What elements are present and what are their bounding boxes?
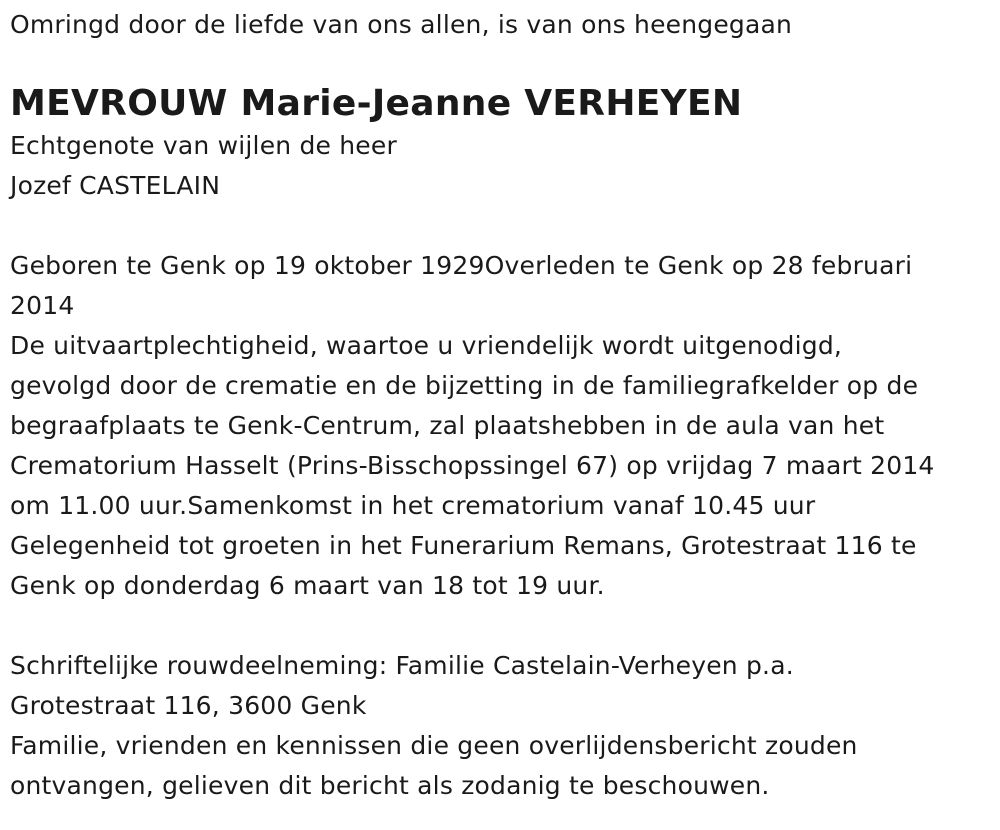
ceremony-line: De uitvaartplechtigheid, waartoe u vriendelijk wordt uitgenodigd, <box>10 331 843 360</box>
ceremony-line: Crematorium Hasselt (Prins-Bisschopssingel 67) op vrijdag 7 maart 2014 <box>10 451 935 480</box>
ceremony-line: Genk op donderdag 6 maart van 18 tot 19 uur. <box>10 571 605 600</box>
ceremony-line: gevolgd door de crematie en de bijzetting in de familiegrafkelder op de <box>10 371 919 400</box>
deceased-name: MEVROUW Marie-Jeanne VERHEYEN <box>10 83 743 124</box>
dates-line: Geboren te Genk op 19 oktober 1929Overleden te Genk op 28 februari <box>10 251 913 280</box>
dates-block <box>10 246 990 326</box>
condolence-line: Familie, vrienden en kennissen die geen overlijdensbericht zouden <box>10 731 858 760</box>
dates-line: 2014 <box>10 291 75 320</box>
ceremony-line: begraafplaats te Genk-Centrum, zal plaatshebben in de aula van het <box>10 411 885 440</box>
ceremony-block <box>10 326 990 606</box>
ceremony-line: om 11.00 uur.Samenkomst in het crematorium vanaf 10.45 uur <box>10 491 816 520</box>
spacer <box>10 206 990 246</box>
condolence-block <box>10 646 990 806</box>
condolence-line: ontvangen, gelieven dit bericht als zodanig te beschouwen. <box>10 771 770 800</box>
spouse-line: Echtgenote van wijlen de heer <box>10 131 397 160</box>
condolence-line: Schriftelijke rouwdeelneming: Familie Castelain-Verheyen p.a. <box>10 651 794 680</box>
ceremony-line: Gelegenheid tot groeten in het Funerarium Remans, Grotestraat 116 te <box>10 531 917 560</box>
obituary-notice <box>10 8 990 806</box>
condolence-line: Grotestraat 116, 3600 Genk <box>10 691 367 720</box>
spacer <box>10 606 990 646</box>
intro-text: Omringd door de liefde van ons allen, is van ons heengegaan <box>10 10 793 39</box>
spouse-name: Jozef CASTELAIN <box>10 171 221 200</box>
